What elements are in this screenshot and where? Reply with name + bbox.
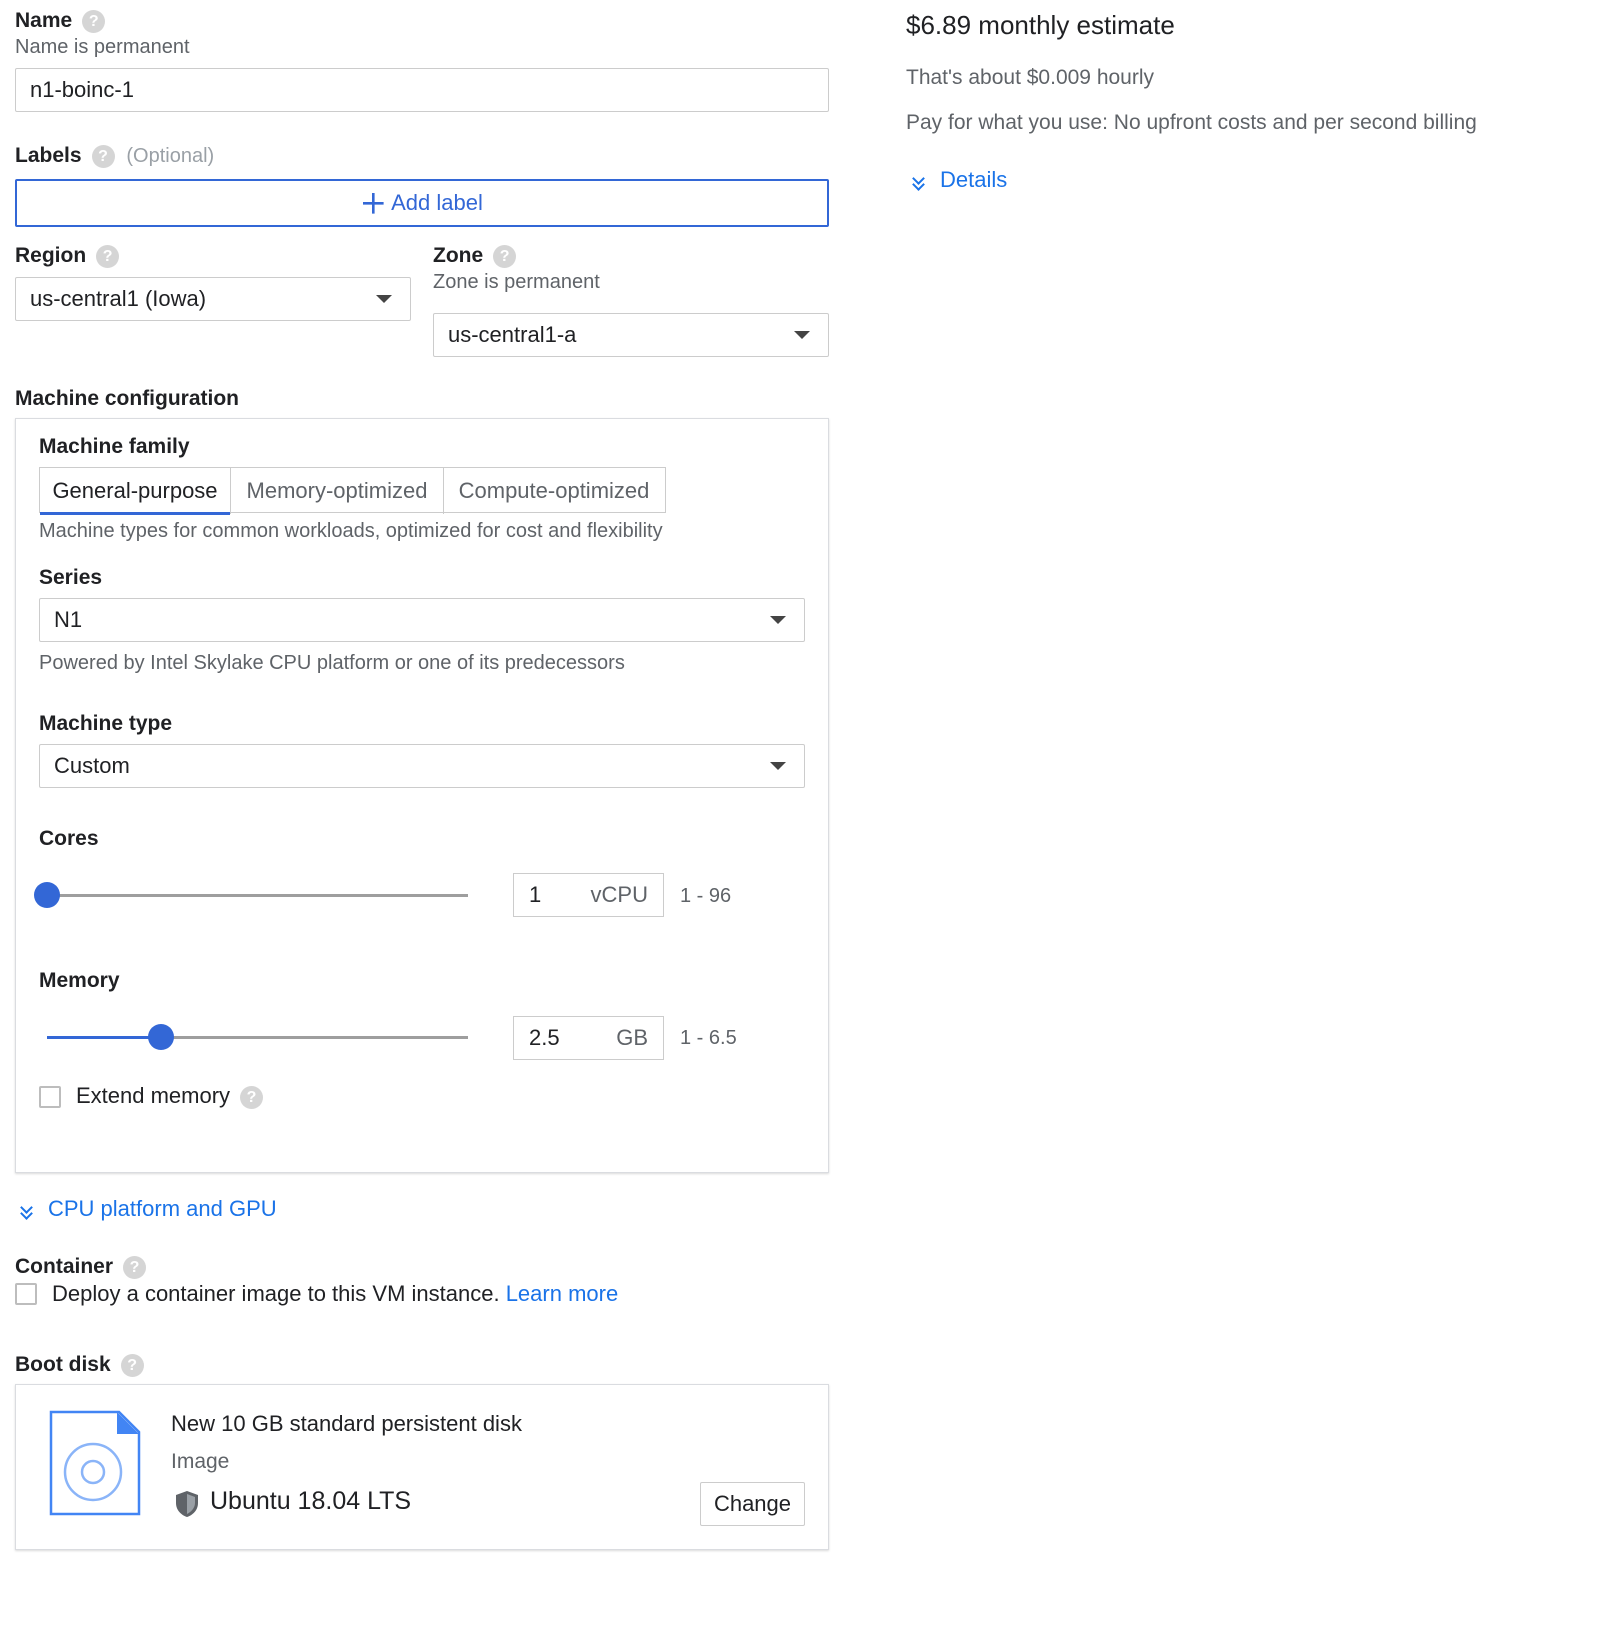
boot-disk-label: Boot disk [15, 1353, 111, 1376]
caret-down-icon [770, 762, 786, 770]
disk-icon [49, 1410, 141, 1516]
name-help-icon[interactable]: ? [82, 10, 105, 33]
chevron-double-down-icon [912, 174, 926, 192]
tab-general-purpose-label: General-purpose [52, 478, 218, 503]
memory-unit: GB [616, 1025, 648, 1050]
boot-disk-panel [15, 1384, 829, 1550]
add-label-text: Add label [391, 190, 483, 215]
tab-compute-optimized-label: Compute-optimized [458, 478, 650, 503]
caret-down-icon [770, 616, 786, 624]
cpu-platform-toggle[interactable] [20, 1196, 277, 1222]
machine-type-select[interactable] [39, 744, 805, 788]
machine-type-select-value: Custom [54, 753, 130, 778]
memory-value: 2.5 [529, 1025, 560, 1050]
cores-input[interactable] [513, 873, 664, 917]
cores-value: 1 [529, 882, 542, 907]
labels-label: Labels [15, 144, 82, 167]
learn-more-link[interactable]: Learn more [505, 1281, 619, 1306]
series-desc: Powered by Intel Skylake CPU platform or one of its predecessors [39, 652, 625, 674]
zone-hint: Zone is permanent [433, 271, 600, 293]
shield-icon [175, 1490, 199, 1518]
tab-compute-optimized[interactable] [444, 468, 664, 514]
memory-slider-fill [47, 1036, 161, 1039]
tab-active-indicator [40, 512, 230, 515]
caret-down-icon [794, 331, 810, 339]
container-row [52, 1281, 618, 1307]
details-toggle[interactable] [912, 167, 1007, 193]
memory-slider-thumb[interactable] [148, 1024, 174, 1050]
region-select-value: us-central1 (Iowa) [30, 286, 207, 311]
boot-disk-image-value: Ubuntu 18.04 LTS [210, 1487, 412, 1515]
cores-label: Cores [39, 827, 99, 850]
zone-label-row [433, 244, 516, 268]
hourly-estimate: That's about $0.009 hourly [906, 66, 1155, 89]
zone-label: Zone [433, 244, 484, 267]
region-select[interactable] [15, 277, 411, 321]
name-input-value: n1-boinc-1 [30, 77, 134, 102]
memory-label: Memory [39, 969, 120, 992]
plus-icon [361, 191, 385, 215]
zone-select-value: us-central1-a [448, 322, 577, 347]
memory-range: 1 - 6.5 [680, 1027, 737, 1049]
machine-config-title: Machine configuration [15, 387, 240, 410]
boot-disk-image-label: Image [171, 1450, 230, 1473]
extend-memory-help-icon[interactable]: ? [240, 1086, 263, 1109]
name-hint: Name is permanent [15, 36, 190, 58]
boot-disk-label-row [15, 1353, 144, 1377]
zone-help-icon[interactable]: ? [493, 245, 516, 268]
container-label-row [15, 1255, 146, 1279]
tab-general-purpose[interactable] [40, 468, 231, 514]
boot-disk-help-icon[interactable]: ? [121, 1354, 144, 1377]
name-label: Name [15, 9, 73, 32]
container-label: Container [15, 1255, 114, 1278]
extend-memory-label: Extend memory [76, 1083, 231, 1108]
container-help-icon[interactable]: ? [123, 1256, 146, 1279]
tab-memory-optimized-label: Memory-optimized [246, 478, 428, 503]
add-label-button[interactable] [15, 179, 829, 227]
machine-family-desc: Machine types for common workloads, optimized for cost and flexibility [39, 520, 663, 542]
labels-help-icon[interactable]: ? [92, 145, 115, 168]
name-input[interactable] [15, 68, 829, 112]
series-select-value: N1 [54, 607, 83, 632]
labels-optional: (Optional) [126, 145, 215, 167]
monthly-estimate: $6.89 monthly estimate [906, 10, 1175, 40]
cpu-platform-link: CPU platform and GPU [48, 1196, 277, 1221]
machine-family-tabs [39, 467, 666, 513]
caret-down-icon [376, 295, 392, 303]
container-checkbox[interactable] [15, 1283, 37, 1305]
boot-disk-title: New 10 GB standard persistent disk [171, 1411, 522, 1436]
extend-memory-checkbox[interactable] [39, 1086, 61, 1108]
cores-slider-thumb[interactable] [34, 882, 60, 908]
region-label-row [15, 244, 119, 268]
cores-range: 1 - 96 [680, 885, 732, 907]
memory-slider[interactable] [47, 1036, 468, 1039]
region-help-icon[interactable]: ? [96, 245, 119, 268]
machine-family-label: Machine family [39, 435, 190, 458]
details-link: Details [940, 167, 1008, 192]
series-select[interactable] [39, 598, 805, 642]
labels-label-row [15, 144, 214, 168]
name-label-row [15, 9, 105, 33]
extend-memory-row [76, 1083, 263, 1109]
machine-config-panel [15, 418, 829, 1173]
machine-type-label: Machine type [39, 712, 173, 735]
cores-slider[interactable] [47, 894, 468, 897]
tab-memory-optimized[interactable] [231, 468, 444, 514]
region-label: Region [15, 244, 87, 267]
container-text: Deploy a container image to this VM instance. [52, 1281, 500, 1306]
billing-note: Pay for what you use: No upfront costs and per second billing [906, 111, 1477, 134]
series-label: Series [39, 566, 103, 589]
change-button[interactable]: Change [700, 1482, 805, 1526]
cores-unit: vCPU [590, 882, 648, 907]
memory-input[interactable] [513, 1016, 664, 1060]
chevron-double-down-icon [20, 1203, 34, 1221]
zone-select[interactable] [433, 313, 829, 357]
